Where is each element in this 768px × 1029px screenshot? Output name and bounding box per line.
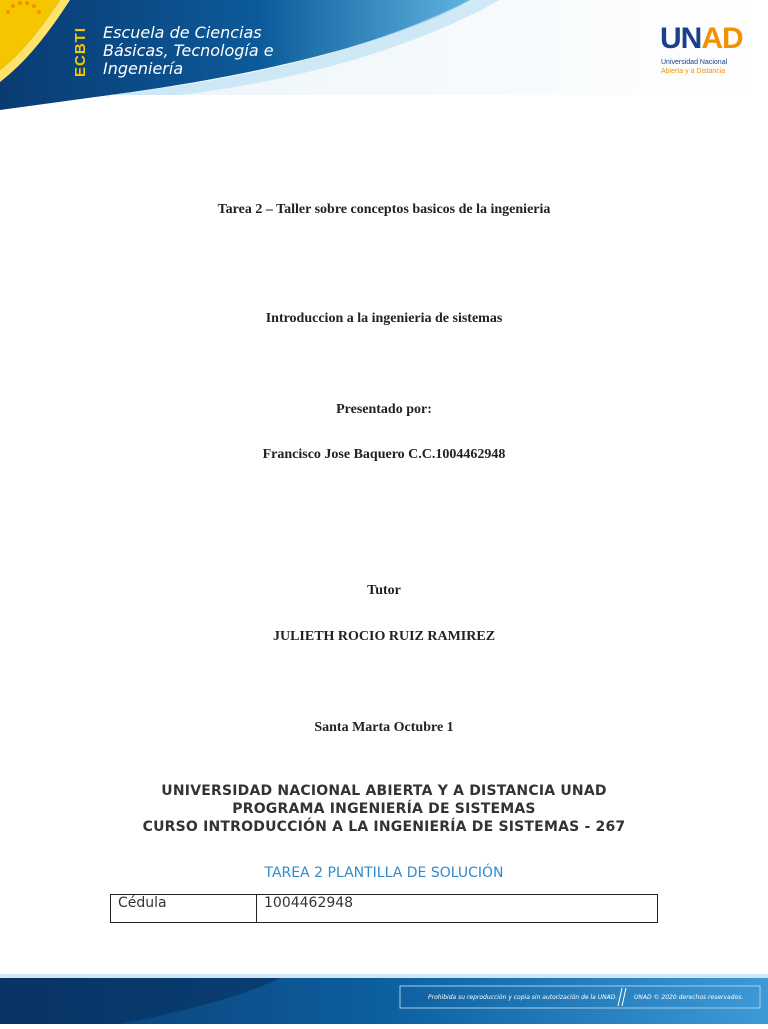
template-title: TAREA 2 PLANTILLA DE SOLUCIÓN bbox=[264, 865, 504, 881]
cover-course: Introduccion a la ingenieria de sistemas bbox=[265, 311, 503, 326]
school-name bbox=[103, 24, 274, 78]
institution-line-3: CURSO INTRODUCCIÓN A LA INGENIERÍA DE SISTEMAS - 267 bbox=[142, 819, 626, 835]
cover-title: Tarea 2 – Taller sobre conceptos basicos de la ingenieria bbox=[217, 202, 551, 217]
footer-copyright: UNAD © 2020 derechos reservados. bbox=[634, 994, 744, 1001]
institution-line-1: UNIVERSIDAD NACIONAL ABIERTA Y A DISTANCIA UNAD bbox=[161, 783, 607, 799]
school-name-line: Escuela de Ciencias bbox=[103, 23, 262, 42]
ecbti-acronym: ECBTI bbox=[72, 27, 89, 77]
unad-logo-dots-icon bbox=[0, 0, 90, 64]
table-row bbox=[111, 895, 658, 923]
school-name-line: Ingeniería bbox=[103, 59, 184, 78]
cover-tutor-label: Tutor bbox=[367, 583, 401, 598]
cover-presented-label: Presentado por: bbox=[336, 402, 432, 417]
page-header bbox=[0, 0, 768, 130]
cover-place-date: Santa Marta Octubre 1 bbox=[314, 720, 454, 735]
id-label-cell: Cédula bbox=[111, 895, 257, 923]
footer-notice: Prohibida su reproducción y copia sin autorización de la UNAD. bbox=[428, 994, 618, 1001]
school-name-line: Básicas, Tecnología e bbox=[103, 41, 274, 60]
cover-author: Francisco Jose Baquero C.C.1004462948 bbox=[262, 447, 506, 462]
id-value-cell: 1004462948 bbox=[257, 895, 658, 923]
unad-logo-wordmark bbox=[660, 22, 743, 56]
page-footer bbox=[0, 968, 768, 1024]
institution-line-2: PROGRAMA INGENIERÍA DE SISTEMAS bbox=[232, 801, 536, 817]
unad-logo-line2: Abierta y a Distancia bbox=[661, 68, 726, 75]
cover-tutor-name: JULIETH ROCIO RUIZ RAMIREZ bbox=[272, 629, 496, 644]
unad-logo-line1: Universidad Nacional bbox=[661, 59, 728, 66]
id-table bbox=[110, 894, 658, 923]
unad-logo-un: UN bbox=[660, 22, 702, 55]
unad-logo-ad: AD bbox=[701, 22, 743, 55]
